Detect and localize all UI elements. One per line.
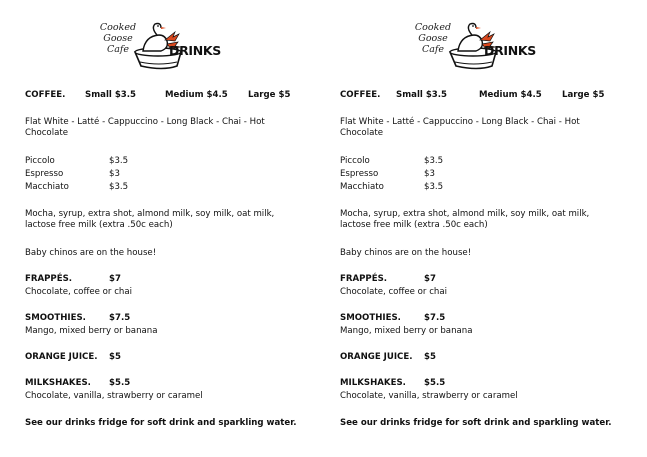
smoothies-price: $7.5 <box>109 313 131 323</box>
coffee-heading: COFFEE. <box>340 90 381 100</box>
footer-note: See our drinks fridge for soft drink and sparkling water. <box>25 418 297 428</box>
smoothies-flavours: Mango, mixed berry or banana <box>340 326 473 336</box>
logo-word: Cafe <box>106 44 130 55</box>
logo-word: Goose <box>418 33 448 44</box>
logo-title: DRINKS <box>169 43 222 58</box>
babychinos-note: Baby chinos are on the house! <box>25 248 157 258</box>
drink-name: Macchiato <box>25 182 69 192</box>
drinks-menu-right <box>340 0 640 457</box>
drink-price: $3.5 <box>109 182 129 192</box>
logo-word: Cooked <box>99 22 137 33</box>
milkshakes-price: $5.5 <box>109 378 131 388</box>
orange-juice-heading: ORANGE JUICE. <box>25 352 98 362</box>
coffee-large-price: Large $5 <box>562 90 605 100</box>
milkshakes-price: $5.5 <box>424 378 446 388</box>
coffee-list: Flat White - Latté - Cappuccino - Long Black - Chai - Hot Chocolate <box>25 117 265 138</box>
drink-name: Macchiato <box>340 182 384 192</box>
orange-juice-heading: ORANGE JUICE. <box>340 352 413 362</box>
smoothies-heading: SMOOTHIES. <box>340 313 401 323</box>
logo-word: Cafe <box>421 44 445 55</box>
smoothies-price: $7.5 <box>424 313 446 323</box>
drinks-menu-left <box>25 0 325 457</box>
coffee-small-price: Small $3.5 <box>85 90 137 100</box>
frappes-flavours: Chocolate, coffee or chai <box>340 287 448 297</box>
logo-word: Cooked <box>414 22 452 33</box>
smoothies-flavours: Mango, mixed berry or banana <box>25 326 158 336</box>
frappes-flavours: Chocolate, coffee or chai <box>25 287 133 297</box>
frappes-heading: FRAPPÉS. <box>340 274 388 284</box>
milkshakes-heading: MILKSHAKES. <box>340 378 406 388</box>
babychinos-note: Baby chinos are on the house! <box>340 248 472 258</box>
smoothies-heading: SMOOTHIES. <box>25 313 86 323</box>
drink-price: $3.5 <box>424 182 444 192</box>
drink-price: $3 <box>424 169 435 179</box>
drink-price: $3 <box>109 169 120 179</box>
cafe-logo <box>87 18 237 76</box>
frappes-price: $7 <box>424 274 436 284</box>
frappes-heading: FRAPPÉS. <box>25 274 73 284</box>
cafe-logo <box>402 18 552 76</box>
coffee-small-price: Small $3.5 <box>396 90 448 100</box>
milkshakes-flavours: Chocolate, vanilla, strawberry or caramel <box>25 391 203 401</box>
coffee-extras: Mocha, syrup, extra shot, almond milk, soy milk, oat milk, lactose free milk (extra .50c each) <box>25 209 275 230</box>
drink-name: Piccolo <box>340 156 370 166</box>
footer-note: See our drinks fridge for soft drink and sparkling water. <box>340 418 612 428</box>
drink-price: $3.5 <box>424 156 444 166</box>
drink-name: Espresso <box>340 169 379 179</box>
coffee-list: Flat White - Latté - Cappuccino - Long Black - Chai - Hot Chocolate <box>340 117 580 138</box>
coffee-large-price: Large $5 <box>248 90 291 100</box>
milkshakes-heading: MILKSHAKES. <box>25 378 91 388</box>
frappes-price: $7 <box>109 274 121 284</box>
coffee-extras: Mocha, syrup, extra shot, almond milk, soy milk, oat milk, lactose free milk (extra .50c each) <box>340 209 590 230</box>
drink-price: $3.5 <box>109 156 129 166</box>
drink-name: Piccolo <box>25 156 55 166</box>
coffee-heading: COFFEE. <box>25 90 66 100</box>
logo-title: DRINKS <box>484 43 537 58</box>
coffee-medium-price: Medium $4.5 <box>479 90 542 100</box>
orange-juice-price: $5 <box>424 352 436 362</box>
orange-juice-price: $5 <box>109 352 121 362</box>
coffee-medium-price: Medium $4.5 <box>165 90 228 100</box>
logo-word: Goose <box>103 33 133 44</box>
milkshakes-flavours: Chocolate, vanilla, strawberry or caramel <box>340 391 518 401</box>
drink-name: Espresso <box>25 169 64 179</box>
